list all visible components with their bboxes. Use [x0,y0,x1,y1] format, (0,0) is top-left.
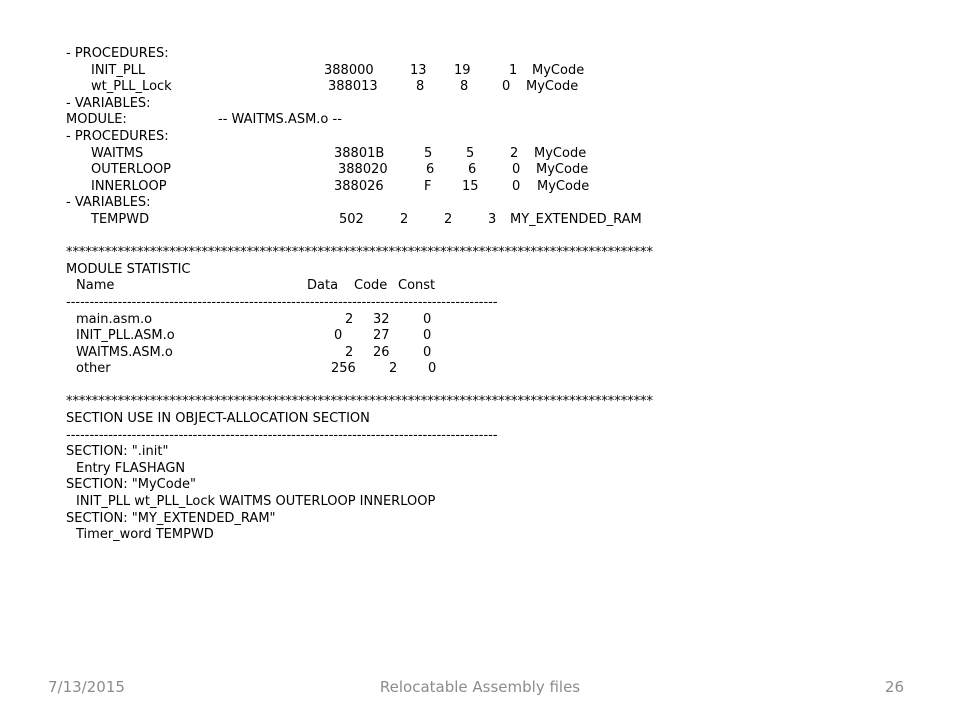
module-statistic-header [66,278,926,295]
proc-segment: MyCode [534,145,587,161]
col-header-name: Name [76,278,115,294]
proc-field-c: 2 [510,145,519,161]
proc-name: WAITMS [91,145,144,161]
procedure-row-init-pll [66,63,926,80]
stat-data: 256 [331,361,356,377]
proc-field-a: 8 [416,79,425,95]
proc-address: 388026 [334,178,384,194]
module-label: MODULE: [66,112,127,128]
stat-code: 26 [373,344,390,360]
stat-row [66,345,926,362]
proc-name: OUTERLOOP [91,162,172,178]
proc-field-b: 15 [462,178,479,194]
proc-field-c: 0 [502,79,511,95]
col-header-const: Const [398,278,436,294]
proc-field-b: 6 [468,162,477,178]
stat-const: 0 [423,344,432,360]
proc-field-a: F [424,178,432,194]
proc-address: 388000 [324,62,374,78]
proc-name: INNERLOOP [91,178,167,194]
footer-date: 7/13/2015 [48,678,125,696]
variable-row-tempwd [66,212,926,229]
procedures-heading: - PROCEDURES: [66,46,169,61]
procedure-row-waitms [66,146,926,163]
section-extended-ram-items: Timer_word TEMPWD [76,527,214,543]
stat-code: 2 [389,361,398,377]
section-use-title: SECTION USE IN OBJECT-ALLOCATION SECTION [66,411,370,427]
proc-segment: MyCode [526,79,579,95]
proc-field-c: 0 [512,162,521,178]
variables-heading: - VARIABLES: [66,195,151,211]
proc-field-a: 5 [424,145,433,161]
section-mycode-items: INIT_PLL wt_PLL_Lock WAITMS OUTERLOOP INNERLOOP [76,494,436,510]
section-extended-ram: SECTION: "MY_EXTENDED_RAM" [66,510,276,526]
stat-module-name: other [76,361,111,377]
stat-data: 2 [345,311,354,327]
section-init-items: Entry FLASHAGN [76,460,186,476]
proc-name: INIT_PLL [91,62,146,78]
separator-dashes: -------------------------------------------------------------------------------------------- [66,427,498,443]
module-name: -- WAITMS.ASM.o -- [218,112,342,128]
procedures-heading: - PROCEDURES: [66,128,169,144]
proc-address: 38801B [334,145,385,161]
blank-line [66,229,926,246]
procedure-row-wt-pll-lock [66,79,926,96]
module-row [66,112,926,129]
stat-module-name: WAITMS.ASM.o [76,344,173,360]
col-header-code: Code [354,278,388,294]
proc-field-a: 6 [426,162,435,178]
separator-dashes: -------------------------------------------------------------------------------------------- [66,294,498,310]
footer-title: Relocatable Assembly files [379,678,581,696]
stat-const: 0 [423,311,432,327]
proc-segment: MyCode [532,62,585,78]
proc-name: wt_PLL_Lock [91,79,172,95]
proc-field-c: 0 [512,178,521,194]
stat-data: 0 [334,328,343,344]
stat-code: 32 [373,311,390,327]
var-field-a: 2 [400,211,409,227]
proc-field-b: 19 [454,62,471,78]
module-statistic-title: MODULE STATISTIC [66,261,191,277]
stat-const: 0 [423,328,432,344]
separator-stars: ******************************************************************************************* [66,394,653,410]
proc-address: 388013 [328,79,378,95]
stat-module-name: INIT_PLL.ASM.o [76,328,175,344]
stat-row [66,328,926,345]
var-field-c: 3 [488,211,497,227]
var-field-b: 2 [444,211,453,227]
slide-number: 26 [884,678,904,696]
procedure-row-innerloop [66,179,926,196]
stat-module-name: main.asm.o [76,311,153,327]
proc-field-b: 5 [466,145,475,161]
stat-row [66,361,926,378]
proc-address: 388020 [338,162,388,178]
stat-const: 0 [428,361,437,377]
separator-stars: ******************************************************************************************* [66,245,653,261]
section-mycode: SECTION: "MyCode" [66,477,196,493]
proc-segment: MyCode [537,178,590,194]
col-header-data: Data [307,278,339,294]
var-address: 502 [339,211,364,227]
proc-field-a: 13 [410,62,427,78]
proc-field-b: 8 [460,79,469,95]
proc-segment: MyCode [536,162,589,178]
variables-heading: - VARIABLES: [66,95,151,111]
proc-field-c: 1 [509,62,518,78]
stat-data: 2 [345,344,354,360]
stat-row [66,312,926,329]
var-segment: MY_EXTENDED_RAM [510,211,642,227]
slide-footer [0,678,960,702]
map-file-listing [66,46,926,544]
section-init: SECTION: ".init" [66,444,169,460]
var-name: TEMPWD [91,211,150,227]
stat-code: 27 [373,328,390,344]
procedure-row-outerloop [66,162,926,179]
blank-line [66,378,926,395]
